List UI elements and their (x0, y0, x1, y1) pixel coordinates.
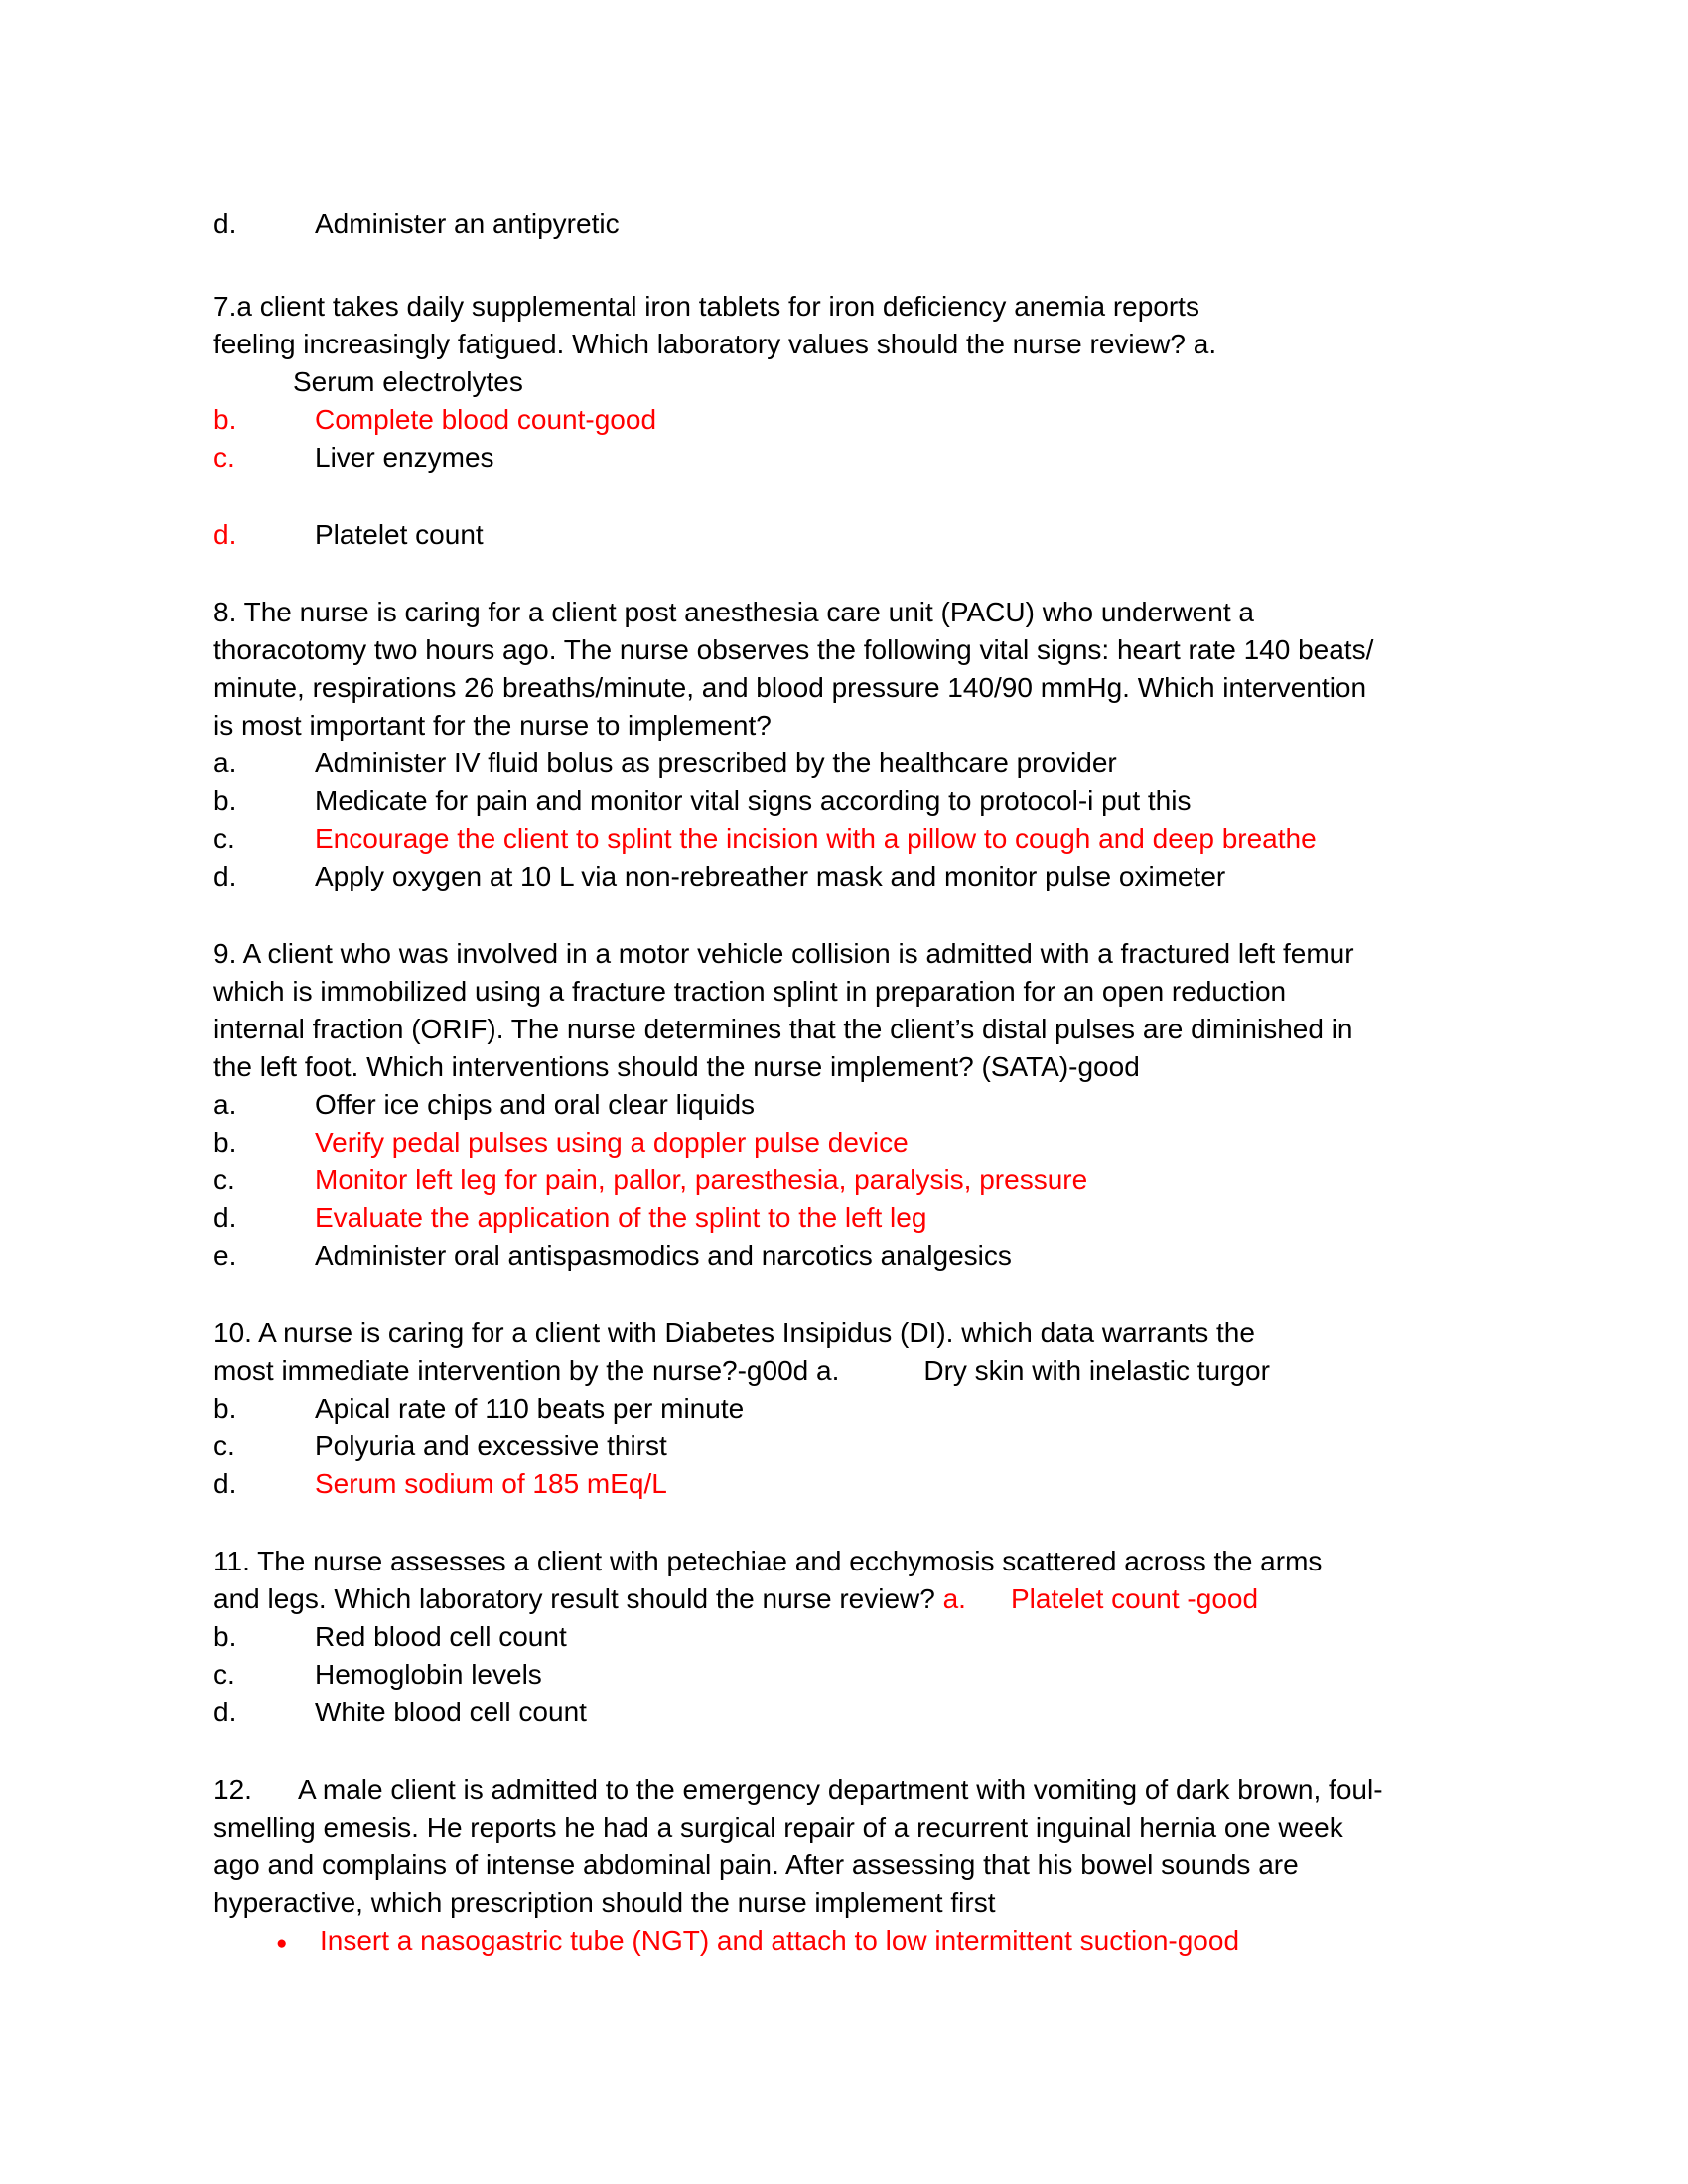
q8-option-c (213, 820, 1317, 858)
q12-answer-bullet-line (276, 1922, 1239, 1963)
option-letter: d. (213, 519, 237, 550)
q8-option-d (213, 858, 1225, 895)
stem-text: and legs. Which laboratory result should the nurse review? (213, 1583, 943, 1614)
q7-option-c (213, 439, 494, 477)
option-letter: a. (213, 748, 237, 778)
option-letter: b. (213, 404, 237, 435)
option-letter: b. (213, 1621, 237, 1652)
q9-option-c (213, 1161, 1087, 1199)
option-a-inline-text: Dry skin with inelastic turgor (923, 1355, 1270, 1386)
q10-option-d (213, 1465, 667, 1503)
q12-stem-line-3: ago and complains of intense abdominal pain. After assessing that his bowel sounds are (213, 1849, 1299, 1880)
option-letter: e. (213, 1240, 237, 1271)
option-letter: c. (213, 442, 235, 473)
q11-option-b (213, 1618, 567, 1656)
option-letter: d. (213, 208, 237, 239)
q11-stem-line-2 (213, 1580, 1258, 1618)
option-text: Administer an antipyretic (315, 208, 620, 239)
option-text: Serum sodium of 185 mEq/L (315, 1468, 667, 1499)
option-text: Hemoglobin levels (315, 1659, 542, 1690)
option-text: Medicate for pain and monitor vital signs according to protocol-i put this (315, 785, 1192, 816)
bullet-icon: ● (276, 1933, 288, 1954)
q11-option-d (213, 1694, 587, 1731)
q8-stem-line-2: thoracotomy two hours ago. The nurse observes the following vital signs: heart rate 140 beats/ (213, 634, 1374, 665)
q8-stem-line-4: is most important for the nurse to implement? (213, 710, 772, 741)
option-letter: d. (213, 1697, 237, 1727)
q12-stem-line-4: hyperactive, which prescription should the nurse implement first (213, 1887, 996, 1918)
q9-option-e (213, 1237, 1012, 1275)
stem-text: most immediate intervention by the nurse?-g00d a. (213, 1355, 840, 1386)
q10-option-b (213, 1390, 744, 1428)
option-letter: c. (213, 1659, 235, 1690)
q10-stem-line-1: 10. A nurse is caring for a client with Diabetes Insipidus (DI). which data warrants the (213, 1317, 1255, 1348)
option-text: Polyuria and excessive thirst (315, 1431, 667, 1461)
option-text: Monitor left leg for pain, pallor, paresthesia, paralysis, pressure (315, 1164, 1088, 1195)
option-letter: b. (213, 785, 237, 816)
option-letter: c. (213, 1431, 235, 1461)
option-text: Administer oral antispasmodics and narcotics analgesics (315, 1240, 1012, 1271)
option-text: Platelet count (315, 519, 484, 550)
prev-question-option-d (213, 205, 620, 243)
option-text: Apical rate of 110 beats per minute (315, 1393, 745, 1424)
q8-stem-line-3: minute, respirations 26 breaths/minute, and blood pressure 140/90 mmHg. Which intervention (213, 672, 1367, 703)
option-text: Red blood cell count (315, 1621, 567, 1652)
q8-stem-line-1: 8. The nurse is caring for a client post anesthesia care unit (PACU) who underwent a (213, 597, 1254, 627)
q12-stem-line-1 (213, 1771, 1383, 1809)
stem-text: A male client is admitted to the emergency department with vomiting of dark brown, foul- (298, 1774, 1383, 1805)
q9-option-a (213, 1086, 755, 1124)
option-text: Complete blood count-good (315, 404, 657, 435)
option-text: Encourage the client to splint the incision with a pillow to cough and deep breathe (315, 823, 1317, 854)
answer-text: Insert a nasogastric tube (NGT) and attach to low intermittent suction-good (320, 1925, 1240, 1956)
option-letter: b. (213, 1393, 237, 1424)
option-letter: a. (213, 1089, 237, 1120)
option-a-letter: a. (942, 1583, 966, 1614)
q11-stem-line-1: 11. The nurse assesses a client with petechiae and ecchymosis scattered across the arms (213, 1546, 1323, 1576)
option-text: Liver enzymes (315, 442, 494, 473)
question-number: 12. (213, 1774, 252, 1805)
q9-stem-line-2: which is immobilized using a fracture traction splint in preparation for an open reduction (213, 976, 1287, 1007)
q9-stem-line-4: the left foot. Which interventions should the nurse implement? (SATA)-good (213, 1051, 1140, 1082)
q7-stem-line-2: feeling increasingly fatigued. Which laboratory values should the nurse review? a. (213, 329, 1217, 359)
option-letter: c. (213, 1164, 235, 1195)
q9-option-b (213, 1124, 909, 1161)
option-letter: d. (213, 861, 237, 891)
q7-option-b (213, 401, 656, 439)
q10-option-c (213, 1428, 667, 1465)
option-text: White blood cell count (315, 1697, 587, 1727)
option-a-inline-text: Platelet count -good (1010, 1583, 1259, 1614)
q10-stem-line-2 (213, 1352, 1270, 1390)
option-text: Offer ice chips and oral clear liquids (315, 1089, 756, 1120)
q9-stem-line-3: internal fraction (ORIF). The nurse determines that the client’s distal pulses are diminished in (213, 1014, 1353, 1044)
q9-stem-line-1: 9. A client who was involved in a motor vehicle collision is admitted with a fractured left femur (213, 938, 1354, 969)
q7-stem-line-1: 7.a client takes daily supplemental iron tablets for iron deficiency anemia reports (213, 291, 1199, 322)
option-text: Verify pedal pulses using a doppler pulse device (315, 1127, 909, 1158)
q8-option-a (213, 745, 1117, 782)
option-letter: b. (213, 1127, 237, 1158)
q7-option-d (213, 516, 484, 554)
q11-option-c (213, 1656, 542, 1694)
option-letter: c. (213, 823, 235, 854)
option-letter: d. (213, 1202, 237, 1233)
option-text: Apply oxygen at 10 L via non-rebreather mask and monitor pulse oximeter (315, 861, 1226, 891)
q7-option-a-text: Serum electrolytes (293, 366, 523, 397)
q8-option-b (213, 782, 1191, 820)
option-text: Evaluate the application of the splint to the left leg (315, 1202, 927, 1233)
q9-option-d (213, 1199, 926, 1237)
q12-stem-line-2: smelling emesis. He reports he had a surgical repair of a recurrent inguinal hernia one week (213, 1812, 1343, 1843)
option-text: Administer IV fluid bolus as prescribed by the healthcare provider (315, 748, 1117, 778)
option-letter: d. (213, 1468, 237, 1499)
